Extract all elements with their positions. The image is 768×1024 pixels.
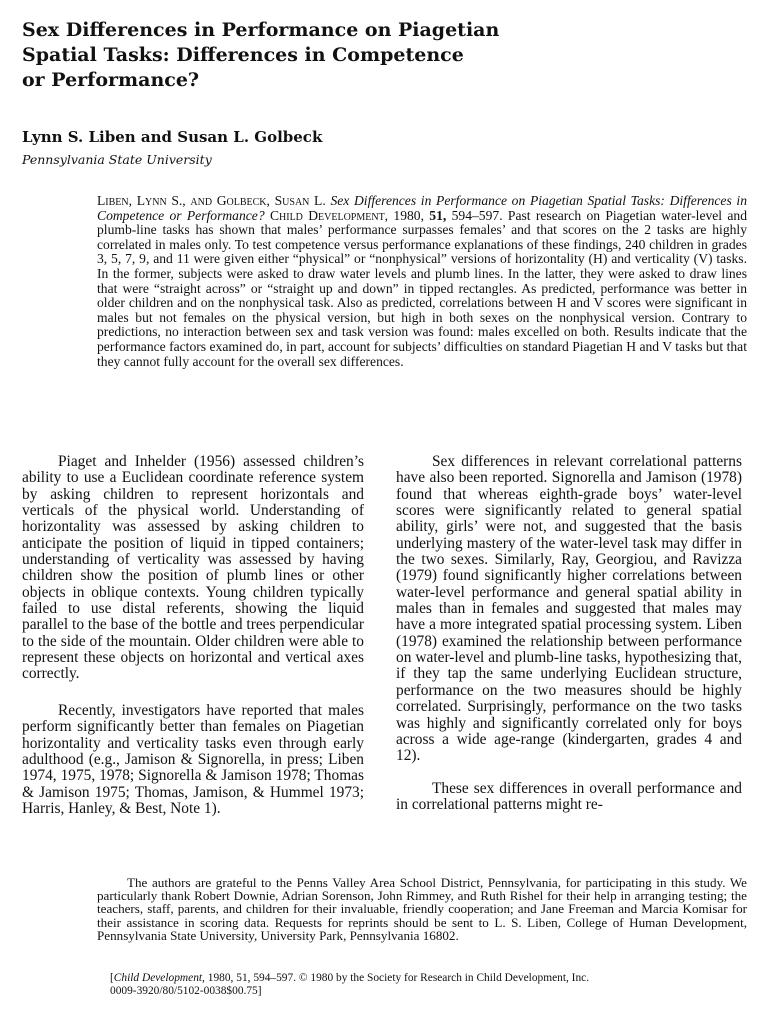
abstract-year: 1980, [393, 207, 424, 223]
right-column [396, 454, 742, 813]
abstract-title: Sex Differences in Performance on Piagetian Spatial Tasks: Differences in Competence or Performance? [97, 193, 747, 223]
abstract-body: Past research on Piagetian water-level and plumb-line tasks has shown that males’ performance surpasses females’ and that scores on the 2 tasks are highly correlated in males only. To test competence versus performance explanations of these findings, 240 children in grades 3, 5, 7, 9, and 11 were given either “physical” or “nonphysical” versions of horizontality (H) and verticality (V) tasks. In the former, subjects were asked to draw water levels and plumb lines. In the latter, they were asked to draw lines that were “straight across” or “straight up and down” in tipped rectangles. As predicted, performance was better in older children and on the nonphysical task. Also as predicted, correlations between H and V scores were significant in males but not females on the physical version, but high in both sexes on the nonphysical version. Contrary to predictions, no interaction between sex and task version was found: males excelled on both. Results indicate that the performance factors examined do, in part, account for subjects’ difficulties on standard Piagetian H and V tasks but that they cannot fully account for the overall sex differences. [97, 207, 748, 369]
left-column [22, 454, 364, 817]
citation-bracket: [ [110, 972, 114, 984]
citation-journal: Child Development, [113, 972, 205, 984]
title-line-1: Sex Differences in Performance on Piagetian [22, 19, 500, 41]
left-paragraph-2: Recently, investigators have reported that males perform significantly better than females on Piagetian horizontality and verticality tasks even through early adulthood (e.g., Jamison & Signorella, in press; Liben 1974, 1975, 1978; Signorella & Jamison 1978; Thomas & Jamison 1975; Thomas, Jamison, & Hummel 1973; Harris, Hanley, & Best, Note 1). [22, 701, 364, 817]
abstract [97, 194, 747, 369]
title-line-3: or Performance? [22, 69, 200, 91]
right-paragraph-1: Sex differences in relevant correlational patterns have also been reported. Signorella and Jamison (1978) found that whereas eighth-grade boys’ water-level scores were significantly related to general spatial ability, girls’ were not, and suggested that the basis underlying mastery of the water-level task may differ in the two sexes. Similarly, Ray, Georgiou, and Ravizza (1979) found significantly higher correlations between water-level performance and general spatial ability in males than in females and suggested that males may have a more integrated spatial processing system. Liben (1978) examined the relationship between performance on water-level and plumb-line tasks, hypothesizing that, if they tap the same underlying Euclidean structure, performance on the two measures should be highly correlated. Surprisingly, performance on the two tasks was highly and significantly correlated only for boys across a wide age-range (kindergarten, grades 4 and 12). [396, 453, 742, 765]
abstract-authors: Liben, Lynn S., and Golbeck, Susan L. [97, 193, 326, 208]
acknowledgment-footnote: The authors are grateful to the Penns Valley Area School District, Pennsylvania, for participating in this study. We particularly thank Robert Downie, Adrian Sorenson, John Rimmey, and Ruth Rishel for their help in arranging testing; the teachers, staff, parents, and children for their invaluable, friendly cooperation; and Jane Freeman and Marcia Komisar for their assistance in scoring data. Requests for reprints should be sent to L. S. Liben, College of Human Development, Pennsylvania State University, University Park, Pennsylvania 16802. [97, 875, 747, 943]
title-line-2: Spatial Tasks: Differences in Competence [22, 44, 464, 66]
abstract-journal: Child Development, [269, 207, 389, 223]
citation-issn: 0009-3920/80/5102-0038$00.75] [110, 985, 262, 997]
left-paragraph-1: Piaget and Inhelder (1956) assessed children’s ability to use a Euclidean coordinate reference system by asking children to represent horizontals and verticals of the physical world. Understanding of horizontality was assessed by asking children to anticipate the position of liquid in tipped containers; understanding of verticality was assessed by having children show the position of plumb lines or other objects in oblique contexts. Young children typically failed to use distal referents, showing the liquid parallel to the base of the bottle and trees perpendicular to the side of the mountain. Older children were able to represent these objects on horizontal and vertical axes correctly. [22, 453, 364, 683]
right-paragraph-2: These sex differences in overall performance and in correlational patterns might re- [396, 779, 742, 813]
author-affiliation: Pennsylvania State University [22, 152, 212, 167]
citation-line [110, 972, 730, 998]
author-names: Lynn S. Liben and Susan L. Golbeck [22, 128, 323, 146]
citation-rest: 1980, 51, 594–597. © 1980 by the Society for Research in Child Development, Inc. [207, 972, 590, 984]
abstract-pages: 594–597. [451, 207, 503, 223]
abstract-volume: 51, [429, 207, 447, 223]
article-title [22, 18, 582, 93]
